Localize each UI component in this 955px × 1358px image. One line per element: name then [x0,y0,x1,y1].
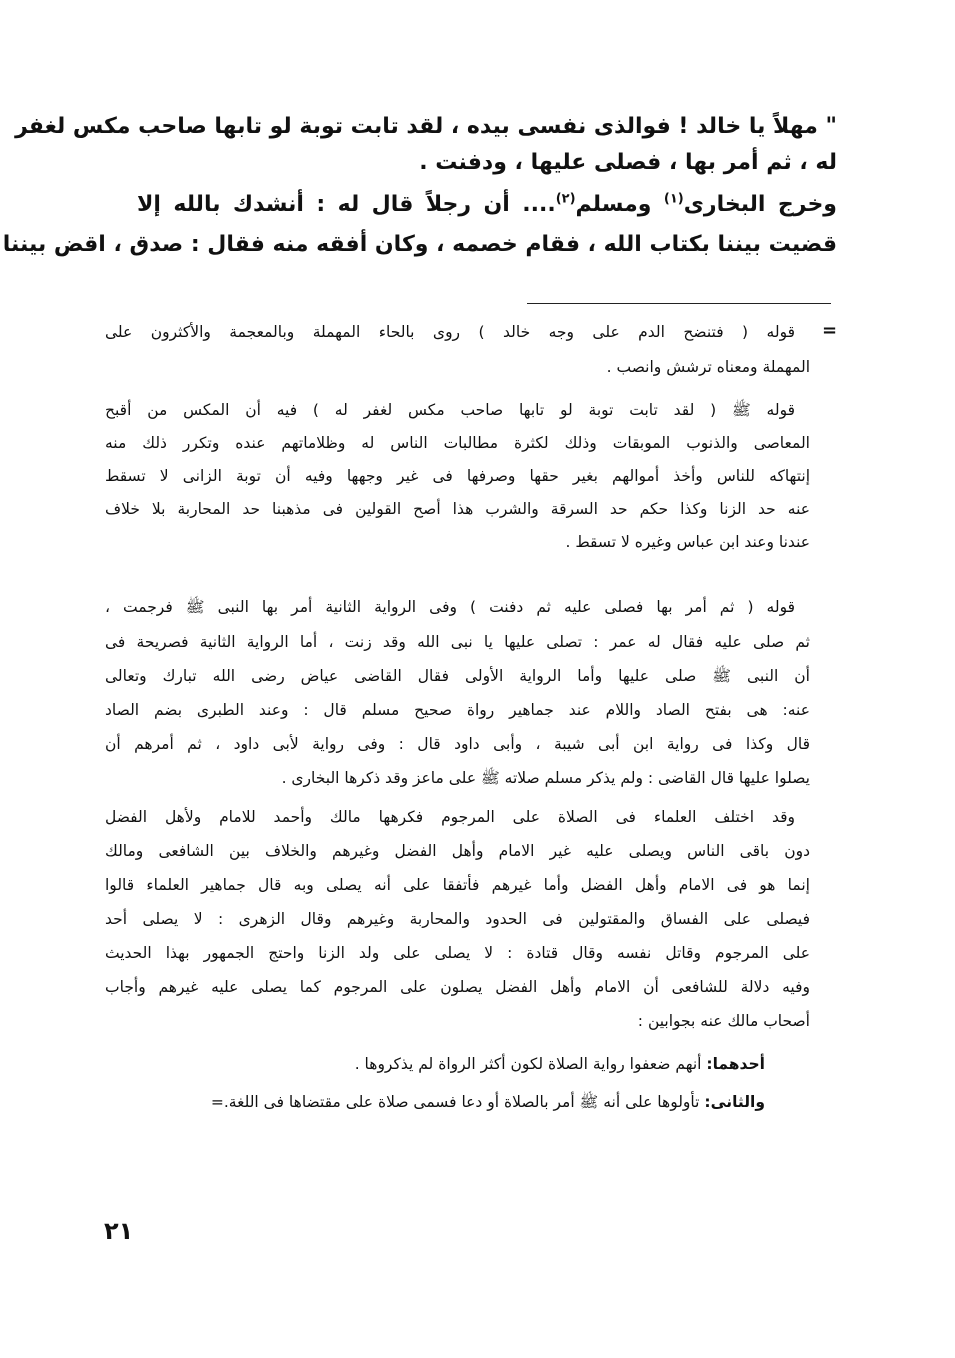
footnote-line: وقد اختلف العلماء فى الصلاة على المرجوم فكرهها مالك وأحمد للامام ولأهل الفضل [105,808,795,826]
footnote-line: قوله ( فتنضح الدم على وجه خالد ) روى بالحاء المهملة وبالمعجمة والأكثرون على [105,323,795,341]
footnote-separator [527,303,831,304]
footnote-line: إنتهاكه للناس وأخذ أموالهم بغير حقها وصرفها فى غير وجهها وفيه أن توبة الزانى لا تسقط [105,467,810,485]
footnote-line: المهملة ومعناه ترشش وانصب . [606,358,810,376]
footnote-label: والثانى: [704,1093,765,1111]
footnote-line: وفيه دلالة للشافعى أن الامام وأهل الفضل يصلون على المرجوم كما يصلى عليه غيرهم وأجاب [105,978,810,996]
footnote-line: قوله ( ثم أمر بها فصلى عليه ثم دفنت ) وفى الرواية الثانية أمر بها النبى ﷺ فرجمت ، [105,598,795,616]
footnote-line: يصلوا عليها قال القاضى : ولم يذكر مسلم صلاته ﷺ على ماعز وقد ذكرها البخارى . [281,769,810,787]
footnote-line: ثم صلى عليه فقال له عمر : تصلى عليها يا نبى الله وقد زنت ، أما الرواية الثانية فصريحة فى [105,633,810,651]
footnote-line: عنه: هى بفتح الصاد واللام عند جماهير رواة صحيح مسلم قال : وعند الطبرى بضم الصاد [105,701,810,719]
footnote-line: عندنا وعند ابن عباس وغيره لا تسقط . [565,533,810,551]
footnote-line: على المرجوم وقاتل نفسه وقال قتادة : لا يصلى على ولد الزنا واحتج الجمهور بهذا الحديث [105,944,810,962]
footnote-line: أحدهما: أنهم ضعفوا رواية الصلاة لكون أكثر الرواة لم يذكروها . [354,1055,765,1073]
footnote-line: عنه حد الزنا وكذا حكم حد السرقة والشرب هذا أصح القولين فى مذهبنا حد المحاربة بلا خلاف [105,500,810,518]
main-text-line: له ، ثم أمر بها ، فصلى عليها ، ودفنت . [419,150,837,175]
footnote-line: قوله ﷺ ( لقد تابت توبة لو تابها صاحب مكس لغفر له ) فيه أن المكس من أقبح [105,401,795,419]
footnote-line: المعاصى والذنوب الموبقات وذلك لكثرة مطالبات الناس له وظلاماتهم عنده وتكرر ذلك منه [105,434,810,452]
footnote-line: قال وكذا فى رواية ابن أبى شيبة ، وأبى داود قال : وفى رواية لأبى داود ، ثم أمرهم أن [105,735,810,753]
main-text-line: وخرج البخارى$^{(١)}$ ومسلم$^{(٢)}$.... أن رجلاً قال له : أنشدك بالله إلا [137,191,837,217]
footnote-line: أصحاب مالك عنه بجوابين : [637,1012,810,1030]
footnote-continuation-mark: = [822,320,838,341]
footnote-label: أحدهما: [706,1055,765,1073]
main-text-line: " مهلاً يا خالد ! فوالذى نفسى بيده ، لقد تابت توبة لو تابها صاحب مكس لغفر [15,114,837,139]
footnote-line: أن النبى ﷺ صلى عليها وأما الرواية الأولى فقال القاضى عياض رضى الله تبارك وتعالى [105,667,810,685]
footnote-line: دون باقى الناس ويصلى عليه غير الامام وأهل الفضل وغيرهم والخلاف بين الشافعى ومالك [105,842,810,860]
page-number: ٢١ [104,1217,134,1245]
main-text-line: قضيت بيننا بكتاب الله ، فقام خصمه ، وكان أفقه منه فقال : صدق ، اقض بيننا [2,232,837,257]
footnote-line: فيصلى على الفساق والمقتولين فى الحدود والمحاربة وغيرهم وقال الزهرى : لا يصلى أحد [105,910,810,928]
footnote-ref: (١) [663,191,684,207]
footnote-line: والثانى: تأولوها على أنه ﷺ أمر بالصلاة أو دعا فسمى صلاة على مقتضاها فى اللغة.= [210,1093,765,1111]
footnote-ref: (٢) [555,191,576,207]
footnote-line: إنما هو فى الامام وأهل الفضل وأما غيرهم فأتفقا على أنه يصلى وبه قال جماهير العلماء قالوا [105,876,810,894]
